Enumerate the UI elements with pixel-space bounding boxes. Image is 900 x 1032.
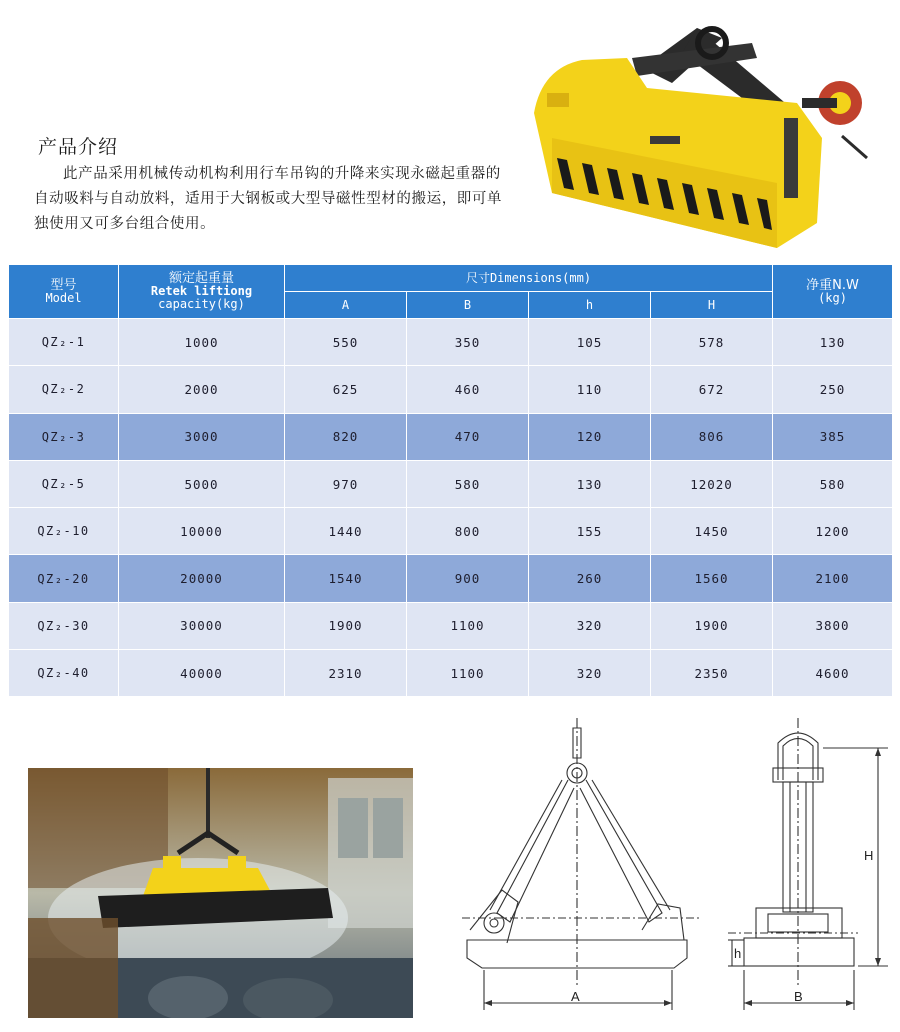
header-weight-unit: (kg): [818, 290, 847, 305]
cell-H: 672: [651, 366, 773, 413]
cell-weight: 130: [773, 319, 893, 366]
cell-H: 1450: [651, 508, 773, 555]
header-model-cn: 型号: [50, 277, 77, 293]
cell-H: 806: [651, 413, 773, 460]
cell-B: 350: [407, 319, 529, 366]
cell-B: 580: [407, 460, 529, 507]
dim-label-B: B: [794, 989, 803, 1004]
table-row: [9, 650, 893, 697]
header-A: A: [285, 292, 407, 319]
intro-title: 产品介绍: [38, 136, 119, 158]
cell-model: QZ₂-5: [9, 460, 119, 507]
cell-weight: 4600: [773, 650, 893, 697]
header-model-en: Model: [45, 290, 82, 305]
cell-weight: 250: [773, 366, 893, 413]
table-row: [9, 413, 893, 460]
cell-model: QZ₂-2: [9, 366, 119, 413]
cell-model: QZ₂-40: [9, 650, 119, 697]
cell-A: 2310: [285, 650, 407, 697]
header-weight-cn: 净重N.W: [806, 277, 859, 293]
cell-model: QZ₂-10: [9, 508, 119, 555]
side-dimension-drawing: [728, 718, 898, 1018]
cell-B: 1100: [407, 602, 529, 649]
cell-B: 460: [407, 366, 529, 413]
product-photo: [522, 18, 872, 253]
header-capacity: [119, 265, 285, 319]
table-row: [9, 508, 893, 555]
cell-H: 12020: [651, 460, 773, 507]
cell-model: QZ₂-30: [9, 602, 119, 649]
cell-B: 1100: [407, 650, 529, 697]
cell-B: 900: [407, 555, 529, 602]
spec-table: [8, 264, 893, 697]
cell-weight: 580: [773, 460, 893, 507]
cell-capacity: 1000: [119, 319, 285, 366]
cell-A: 1900: [285, 602, 407, 649]
cell-A: 820: [285, 413, 407, 460]
cell-A: 550: [285, 319, 407, 366]
cell-B: 800: [407, 508, 529, 555]
cell-weight: 1200: [773, 508, 893, 555]
table-row: [9, 602, 893, 649]
cell-model: QZ₂-1: [9, 319, 119, 366]
cell-capacity: 3000: [119, 413, 285, 460]
cell-capacity: 20000: [119, 555, 285, 602]
intro-body: 此产品采用机械传动机构利用行车吊钩的升降来实现永磁起重器的自动吸料与自动放料，适用于大钢板或大型导磁性型材的搬运，即可单独使用又可多台组合使用。: [34, 166, 503, 232]
cell-h: 110: [529, 366, 651, 413]
cell-A: 970: [285, 460, 407, 507]
worksite-photo: [28, 768, 413, 1018]
cell-capacity: 2000: [119, 366, 285, 413]
dim-label-A: A: [571, 989, 580, 1004]
cell-A: 1540: [285, 555, 407, 602]
cell-h: 155: [529, 508, 651, 555]
cell-B: 470: [407, 413, 529, 460]
cell-weight: 385: [773, 413, 893, 460]
header-H: H: [651, 292, 773, 319]
table-row: [9, 319, 893, 366]
front-dimension-drawing: [462, 718, 707, 1018]
cell-H: 2350: [651, 650, 773, 697]
cell-h: 120: [529, 413, 651, 460]
cell-H: 578: [651, 319, 773, 366]
cell-h: 320: [529, 650, 651, 697]
cell-capacity: 40000: [119, 650, 285, 697]
header-weight: [773, 265, 893, 319]
cell-capacity: 5000: [119, 460, 285, 507]
cell-h: 320: [529, 602, 651, 649]
header-capacity-cn: 额定起重量: [168, 271, 234, 286]
cell-weight: 3800: [773, 602, 893, 649]
dim-label-H: H: [864, 848, 874, 863]
cell-H: 1560: [651, 555, 773, 602]
cell-model: QZ₂-3: [9, 413, 119, 460]
cell-A: 625: [285, 366, 407, 413]
cell-h: 130: [529, 460, 651, 507]
header-h: h: [529, 292, 651, 319]
dim-label-h: h: [734, 946, 742, 961]
table-row: [9, 366, 893, 413]
cell-h: 260: [529, 555, 651, 602]
header-dimensions: 尺寸Dimensions(mm): [285, 265, 773, 292]
header-capacity-en1: Retek liftiong: [150, 284, 253, 298]
table-row: [9, 460, 893, 507]
cell-weight: 2100: [773, 555, 893, 602]
header-B: B: [407, 292, 529, 319]
header-model: [9, 265, 119, 319]
cell-h: 105: [529, 319, 651, 366]
cell-H: 1900: [651, 602, 773, 649]
table-row: [9, 555, 893, 602]
cell-A: 1440: [285, 508, 407, 555]
header-capacity-en2: capacity(kg): [158, 297, 245, 311]
cell-model: QZ₂-20: [9, 555, 119, 602]
cell-capacity: 30000: [119, 602, 285, 649]
cell-capacity: 10000: [119, 508, 285, 555]
